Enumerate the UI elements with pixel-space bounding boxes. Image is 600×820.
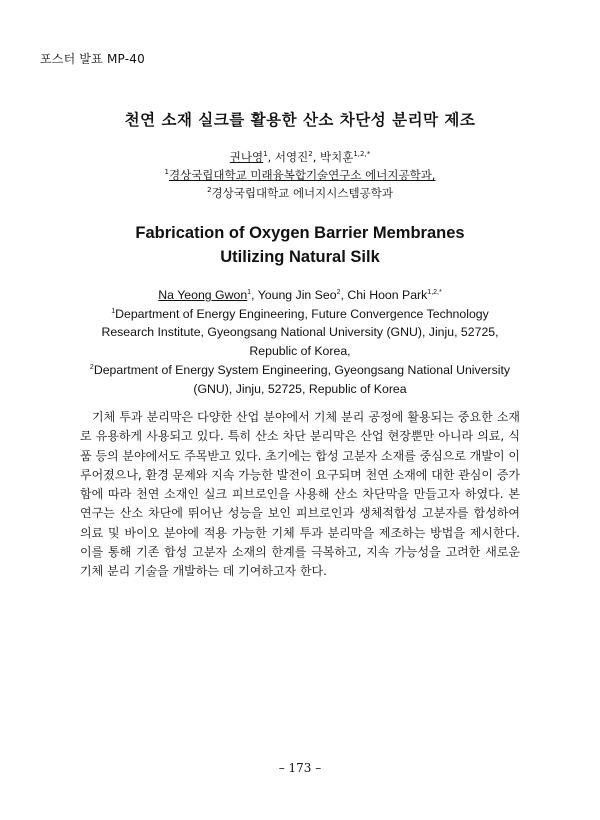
abstract-body: 기체 투과 분리막은 다양한 산업 분야에서 기체 분리 공정에 활용되는 중요한 소재로 유용하게 사용되고 있다. 특히 산소 차단 분리막은 산업 현장뿐만 아니라 의료, 식품 등의 분야에서도 주목받고 있다. 초기에는 합성 고분자 소재를 중심으로 개발이 이루어졌으나, 환경 문제와 지속 가능한 발전이 요구되며 천연 소재에 대한 관심이 증가함에 따라 천연 소재인 실크 피브로인을 사용해 산소 차단막을 만들고자 하였다. 본 연구는 산소 차단에 뛰어난 성능을 보인 피브로인과 생체적합성 고분자를 합성하여 의료 및 바이오 분야에 적용 가능한 기체 투과 분리막을 제조하는 방법을 제시한다. 이를 통해 기존 합성 고분자 소재의 한계를 극복하고, 지속 가능성을 고려한 새로운 기체 분리 기술을 개발하는 데 기여하고자 한다. — [80, 410, 520, 579]
english-authors: Na Yeong Gwon$^1$, Young Jin Seo$^2$, Chi Hoon Park$^{1,2,*}$ — [158, 288, 442, 302]
author-superscript: 1,2,* — [353, 150, 371, 159]
english-title-line-1: Fabrication of Oxygen Barrier Membranes — [135, 224, 465, 242]
korean-affiliation-2-text: 경상국립대학교 에너지시스템공학과 — [211, 186, 393, 200]
author-superscript: 1 — [263, 150, 268, 159]
english-affiliation-1-line-3: Republic of Korea, — [249, 344, 351, 359]
session-label: 포스터 발표 MP-40 — [40, 52, 145, 66]
affiliation-text: Department of Energy Engineering, Future Convergence Technology — [115, 306, 489, 321]
korean-affiliation-1-text: 경상국립대학교 미래융복합기술연구소 에너지공학과, — [168, 168, 436, 182]
english-author-name: Chi Hoon Park — [347, 288, 428, 302]
korean-author-name: 권나영 — [229, 150, 264, 164]
korean-authors: 권나영$^1$, 서영진$^2$, 박치훈$^{1,2,*}$ — [229, 150, 371, 164]
english-title-line-2: Utilizing Natural Silk — [220, 248, 380, 266]
affiliation-text: Department of Energy System Engineering, Gyeongsang National University — [93, 362, 511, 377]
english-affiliation-1-line-1 — [60, 305, 540, 324]
english-title — [0, 221, 600, 269]
affiliation-superscript: 1 — [111, 307, 116, 315]
author-superscript: 2 — [336, 288, 341, 296]
author-superscript: 1 — [247, 288, 252, 296]
english-affiliation-2-line-1 — [60, 361, 540, 380]
english-authors-affiliations — [60, 286, 540, 398]
english-affiliation-1-line-2: Research Institute, Gyeongsang National University (GNU), Jinju, 52725, — [101, 325, 499, 340]
english-author-name: Young Jin Seo — [257, 288, 337, 302]
korean-affiliation-1 — [0, 166, 600, 184]
english-affiliation-2-line-2: (GNU), Jinju, 52725, Republic of Korea — [193, 381, 407, 396]
english-author-name: Na Yeong Gwon — [158, 288, 248, 302]
page-number: – 173 – — [278, 761, 322, 775]
author-superscript: 2 — [308, 150, 313, 159]
affiliation-superscript: 2 — [89, 363, 94, 371]
korean-title: 천연 소재 실크를 활용한 산소 차단성 분리막 제조 — [124, 111, 476, 129]
korean-author-name: 서영진 — [274, 150, 309, 164]
korean-author-name: 박치훈 — [320, 150, 354, 164]
affiliation-superscript: 1 — [164, 168, 169, 177]
korean-affiliation-2 — [0, 184, 600, 202]
affiliation-superscript: 2 — [207, 186, 212, 195]
author-superscript: 1,2,* — [427, 288, 442, 296]
